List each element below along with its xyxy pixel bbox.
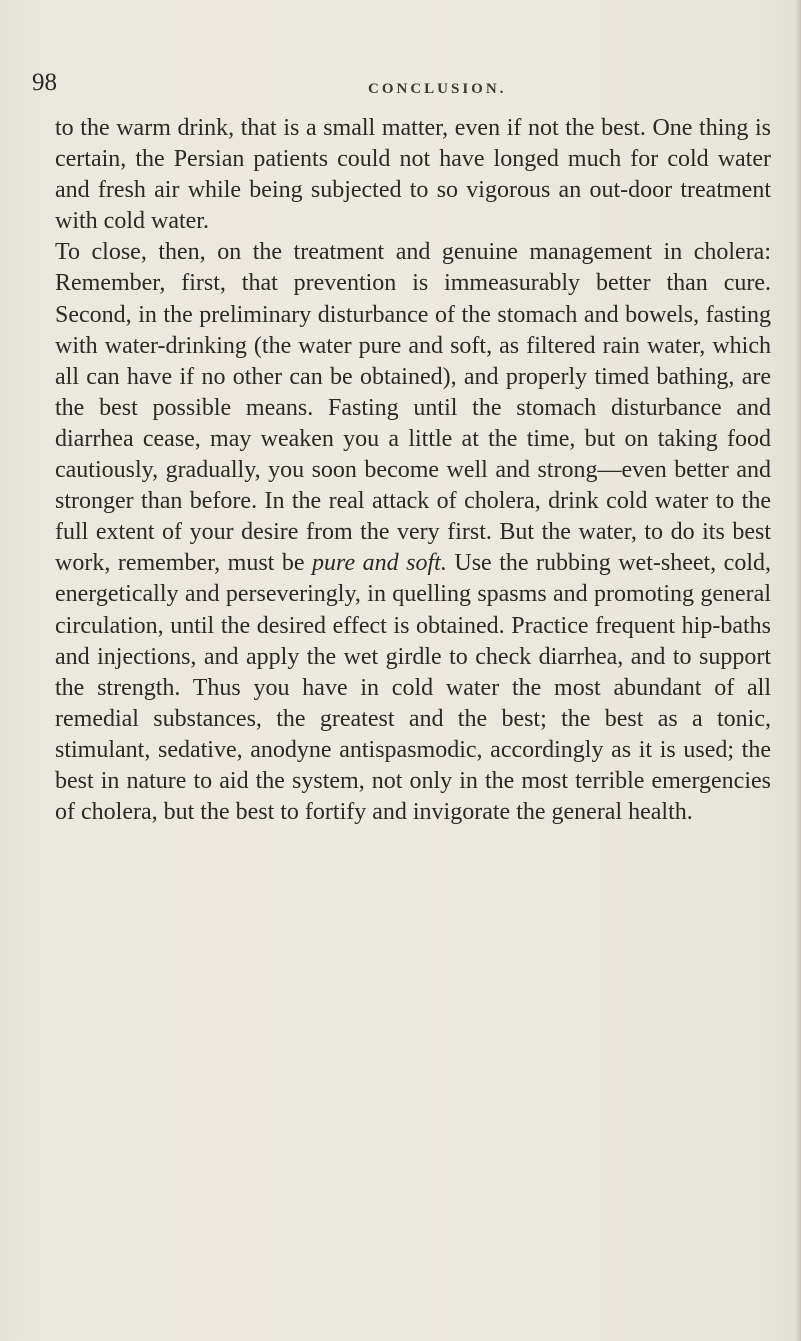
page-number: 98 — [32, 69, 57, 96]
paragraph-2-text-after: Use the rubbing wet-sheet, cold, energetically and perseveringly, in quelling spasms and promoting general circulation, until the desired effect is obtained. Practice frequent hip-baths and injections, and apply the wet girdle to check diarrhea, and to support the strength. Thus you have in cold water the most abundant of all remedial substances, the greatest and the best; the best as a tonic, stimulant, sedative, anodyne antispasmodic, accordingly as it is used; the best in nature to aid the system, not only in the most terrible emergencies of cholera, but the best to fortify and invigorate the general health. — [55, 550, 771, 826]
running-head: CONCLUSION. — [368, 81, 507, 97]
body-text — [55, 113, 771, 828]
paragraph-1 — [55, 113, 771, 237]
page-edge-shadow — [795, 0, 801, 1341]
paragraph-2-text-before: To close, then, on the treatment and genuine management in cholera: Remember, first, that prevention is immeasurably better than cure. Second, in the preliminary disturbance of the stomach and bowels, fasting with water-drinking (the water pure and soft, as filtered rain water, which all can have if no other can be obtained), and properly timed bathing, are the best possible means. Fasting until the stomach disturbance and diarrhea cease, may weaken you a little at the time, but on taking food cautiously, gradually, you soon become well and strong—even better and stronger than before. In the real attack of cholera, drink cold water to the full extent of your desire from the very first. But the water, to do its best work, remember, must be — [55, 239, 771, 577]
paragraph-1-text: to the warm drink, that is a small matter, even if not the best. One thing is certain, the Persian patients could not have longed much for cold water and fresh air while being subjected to so vigorous an out-door treatment with cold water. — [55, 115, 771, 235]
paragraph-2 — [55, 237, 771, 828]
page-header — [32, 70, 732, 106]
paragraph-2-emphasis: pure and soft. — [312, 550, 447, 577]
